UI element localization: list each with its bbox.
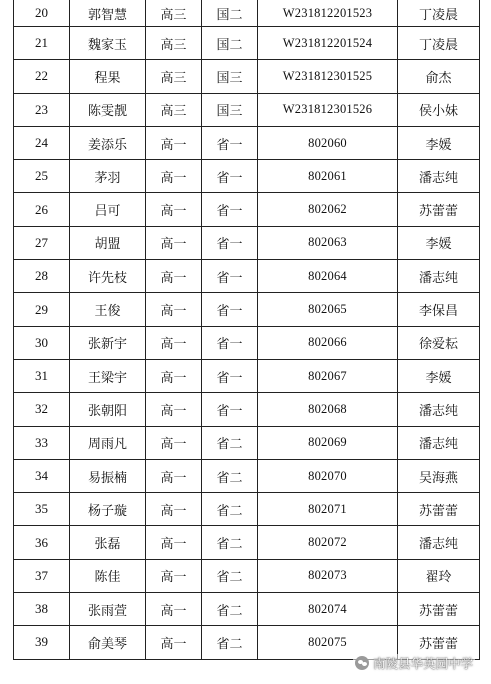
row-number: 28 [14, 260, 70, 293]
coach-name: 潘志纯 [398, 393, 480, 426]
row-number: 26 [14, 193, 70, 226]
row-number: 35 [14, 493, 70, 526]
wechat-watermark [353, 654, 475, 672]
exam-id: 802064 [258, 260, 398, 293]
exam-id: 802066 [258, 326, 398, 359]
grade: 高一 [146, 593, 202, 626]
coach-name: 潘志纯 [398, 160, 480, 193]
grade: 高一 [146, 260, 202, 293]
grade: 高三 [146, 93, 202, 126]
table-row [14, 326, 480, 359]
table-row [14, 93, 480, 126]
award-level: 省二 [202, 526, 258, 559]
grade: 高一 [146, 160, 202, 193]
coach-name: 潘志纯 [398, 260, 480, 293]
table-row [14, 426, 480, 459]
row-number: 33 [14, 426, 70, 459]
award-level: 省一 [202, 326, 258, 359]
student-name: 王俊 [70, 293, 146, 326]
coach-name: 侯小妹 [398, 93, 480, 126]
award-level: 省一 [202, 260, 258, 293]
student-name: 杨子璇 [70, 493, 146, 526]
award-table-body [14, 0, 480, 659]
row-number: 34 [14, 459, 70, 492]
student-name: 程果 [70, 60, 146, 93]
award-level: 省一 [202, 359, 258, 392]
exam-id: 802067 [258, 359, 398, 392]
coach-name: 徐爱耘 [398, 326, 480, 359]
grade: 高一 [146, 426, 202, 459]
coach-name: 苏蕾蕾 [398, 593, 480, 626]
table-row [14, 193, 480, 226]
award-level: 省一 [202, 293, 258, 326]
row-number: 29 [14, 293, 70, 326]
student-name: 张雨萱 [70, 593, 146, 626]
award-level: 国二 [202, 27, 258, 60]
coach-name: 李保昌 [398, 293, 480, 326]
coach-name: 苏蕾蕾 [398, 626, 480, 659]
student-name: 姜添乐 [70, 126, 146, 159]
exam-id: W231812301525 [258, 60, 398, 93]
table-row [14, 393, 480, 426]
student-name: 许先枝 [70, 260, 146, 293]
student-name: 茅羽 [70, 160, 146, 193]
student-name: 周雨凡 [70, 426, 146, 459]
grade: 高一 [146, 326, 202, 359]
table-row [14, 559, 480, 592]
coach-name: 翟玲 [398, 559, 480, 592]
grade: 高一 [146, 193, 202, 226]
student-name: 张朝阳 [70, 393, 146, 426]
exam-id: 802075 [258, 626, 398, 659]
grade: 高一 [146, 626, 202, 659]
table-row [14, 459, 480, 492]
exam-id: 802069 [258, 426, 398, 459]
table-row [14, 27, 480, 60]
exam-id: 802062 [258, 193, 398, 226]
student-name: 张磊 [70, 526, 146, 559]
table-row [14, 160, 480, 193]
table-row [14, 593, 480, 626]
row-number: 25 [14, 160, 70, 193]
exam-id: 802061 [258, 160, 398, 193]
student-name: 陈雯靓 [70, 93, 146, 126]
award-table [13, 0, 480, 660]
grade: 高一 [146, 293, 202, 326]
table-row [14, 359, 480, 392]
row-number: 36 [14, 526, 70, 559]
student-name: 郭智慧 [70, 0, 146, 27]
exam-id: 802074 [258, 593, 398, 626]
coach-name: 丁凌晨 [398, 0, 480, 27]
coach-name: 李媛 [398, 359, 480, 392]
student-name: 俞美琴 [70, 626, 146, 659]
award-level: 国三 [202, 93, 258, 126]
grade: 高一 [146, 359, 202, 392]
award-level: 省二 [202, 559, 258, 592]
wechat-icon [355, 656, 369, 670]
table-row [14, 60, 480, 93]
row-number: 39 [14, 626, 70, 659]
row-number: 31 [14, 359, 70, 392]
grade: 高一 [146, 226, 202, 259]
table-row [14, 126, 480, 159]
grade: 高三 [146, 27, 202, 60]
table-row [14, 0, 480, 27]
grade: 高一 [146, 493, 202, 526]
exam-id: 802072 [258, 526, 398, 559]
student-name: 易振楠 [70, 459, 146, 492]
coach-name: 俞杰 [398, 60, 480, 93]
award-level: 省二 [202, 626, 258, 659]
exam-id: 802071 [258, 493, 398, 526]
exam-id: 802068 [258, 393, 398, 426]
grade: 高一 [146, 459, 202, 492]
table-row [14, 293, 480, 326]
student-name: 魏家玉 [70, 27, 146, 60]
grade: 高一 [146, 559, 202, 592]
table-row [14, 493, 480, 526]
coach-name: 苏蕾蕾 [398, 493, 480, 526]
award-level: 省一 [202, 193, 258, 226]
row-number: 24 [14, 126, 70, 159]
exam-id: 802060 [258, 126, 398, 159]
grade: 高三 [146, 60, 202, 93]
coach-name: 潘志纯 [398, 426, 480, 459]
row-number: 27 [14, 226, 70, 259]
row-number: 22 [14, 60, 70, 93]
student-name: 吕可 [70, 193, 146, 226]
exam-id: 802065 [258, 293, 398, 326]
exam-id: W231812201524 [258, 27, 398, 60]
award-level: 省二 [202, 593, 258, 626]
row-number: 30 [14, 326, 70, 359]
exam-id: W231812301526 [258, 93, 398, 126]
row-number: 37 [14, 559, 70, 592]
exam-id: 802070 [258, 459, 398, 492]
award-level: 省一 [202, 160, 258, 193]
exam-id: 802073 [258, 559, 398, 592]
row-number: 20 [14, 0, 70, 27]
table-row [14, 260, 480, 293]
student-name: 王梁宇 [70, 359, 146, 392]
award-level: 省一 [202, 393, 258, 426]
coach-name: 李媛 [398, 226, 480, 259]
watermark-text: 南陵县华英园中学 [372, 656, 473, 671]
row-number: 21 [14, 27, 70, 60]
coach-name: 潘志纯 [398, 526, 480, 559]
row-number: 32 [14, 393, 70, 426]
coach-name: 李媛 [398, 126, 480, 159]
award-level: 省一 [202, 126, 258, 159]
student-name: 胡盟 [70, 226, 146, 259]
coach-name: 吴海燕 [398, 459, 480, 492]
award-level: 省一 [202, 226, 258, 259]
row-number: 38 [14, 593, 70, 626]
coach-name: 苏蕾蕾 [398, 193, 480, 226]
coach-name: 丁凌晨 [398, 27, 480, 60]
student-name: 陈佳 [70, 559, 146, 592]
grade: 高一 [146, 393, 202, 426]
student-name: 张新宇 [70, 326, 146, 359]
row-number: 23 [14, 93, 70, 126]
award-level: 省二 [202, 459, 258, 492]
exam-id: W231812201523 [258, 0, 398, 27]
table-row [14, 226, 480, 259]
grade: 高一 [146, 526, 202, 559]
exam-id: 802063 [258, 226, 398, 259]
award-level: 省二 [202, 426, 258, 459]
award-level: 国二 [202, 0, 258, 27]
award-level: 省二 [202, 493, 258, 526]
grade: 高三 [146, 0, 202, 27]
table-row [14, 526, 480, 559]
award-level: 国三 [202, 60, 258, 93]
grade: 高一 [146, 126, 202, 159]
